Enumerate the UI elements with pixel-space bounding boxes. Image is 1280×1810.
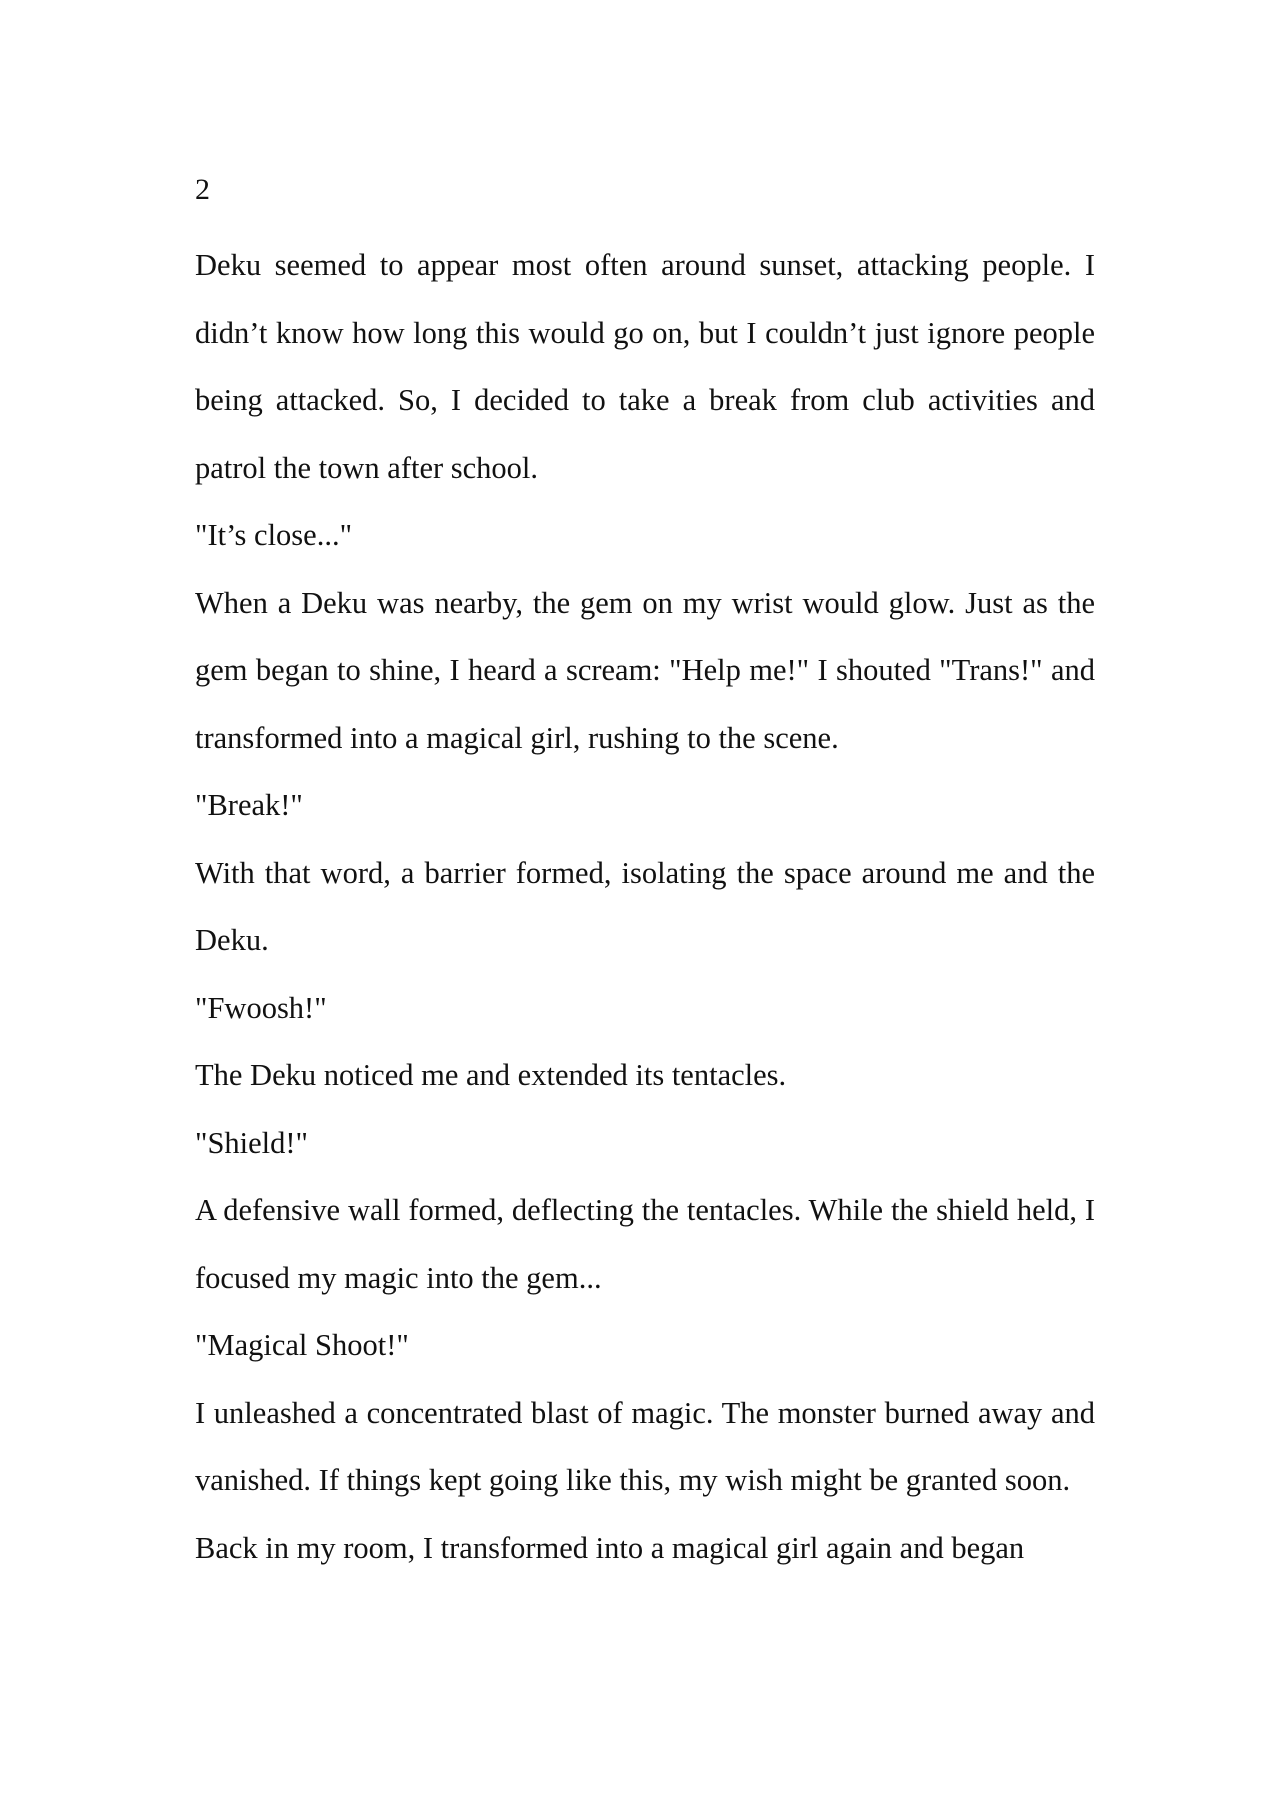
body-text	[195, 232, 1095, 1582]
paragraph: Deku seemed to appear most often around sunset, attacking people. I didn’t know how long this would go on, but I couldn’t just ignore people being attacked. So, I decided to take a break from club activities and patrol the town after school.	[195, 248, 1095, 485]
paragraph: The Deku noticed me and extended its tentacles.	[195, 1058, 787, 1092]
paragraph: I unleashed a concentrated blast of magic. The monster burned away and vanished. If things kept going like this, my wish might be granted soon.	[195, 1395, 1095, 1497]
paragraph: "It’s close..."	[195, 518, 353, 552]
paragraph: When a Deku was nearby, the gem on my wrist would glow. Just as the gem began to shine, I heard a scream: "Help me!" I shouted "Trans!" and transformed into a magical girl, rushing to the scene.	[195, 585, 1095, 755]
paragraph: "Break!"	[195, 788, 303, 822]
paragraph: "Shield!"	[195, 1125, 309, 1160]
page-number: 2	[195, 173, 210, 206]
paragraph: "Magical Shoot!"	[195, 1328, 409, 1362]
paragraph: A defensive wall formed, deflecting the tentacles. While the shield held, I focused my magic into the gem...	[195, 1193, 1095, 1295]
paragraph: With that word, a barrier formed, isolating the space around me and the Deku.	[195, 855, 1095, 957]
paragraph: Back in my room, I transformed into a magical girl again and began	[195, 1530, 1025, 1565]
paragraph: "Fwoosh!"	[195, 990, 327, 1025]
